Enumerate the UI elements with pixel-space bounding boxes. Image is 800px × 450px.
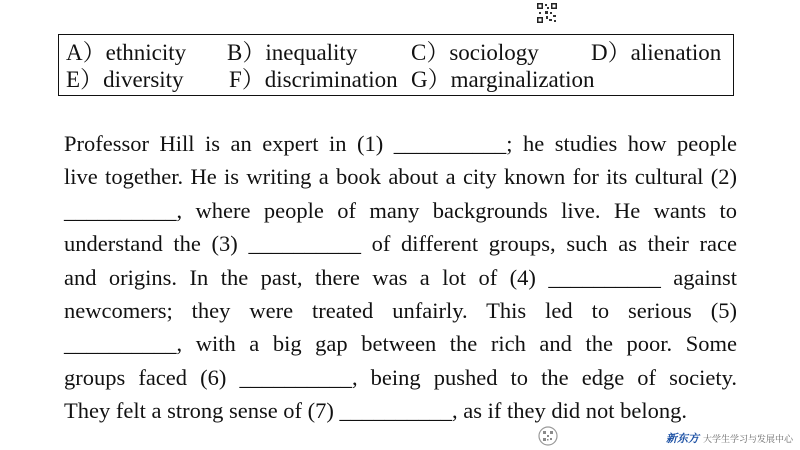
option-d	[591, 40, 721, 66]
option-letter: E）	[66, 67, 104, 92]
brand-text: 大学生学习与发展中心	[703, 434, 794, 445]
passage	[64, 127, 737, 428]
option-e	[66, 67, 184, 93]
option-letter: B）	[227, 40, 266, 65]
option-letter: C）	[411, 40, 450, 65]
option-word: alienation	[630, 40, 722, 65]
option-word: diversity	[103, 67, 184, 92]
option-letter: F）	[229, 67, 265, 92]
option-word: inequality	[265, 40, 358, 65]
passage-line: They felt a strong sense of (7) __________, as if they did not belong.	[64, 398, 688, 424]
passage-line: groups faced (6) __________, being pushed to the edge of society.	[64, 364, 737, 390]
option-a	[66, 40, 186, 66]
passage-line: Professor Hill is an expert in (1) __________; he studies how people	[64, 131, 737, 156]
wechat-qr-icon	[538, 426, 558, 446]
passage-line: __________, with a big gap between the rich and the poor. Some	[64, 331, 737, 357]
option-word: discrimination	[264, 67, 398, 92]
passage-line: __________, where people of many backgrounds live. He wants to	[64, 197, 737, 223]
option-g	[411, 67, 595, 93]
option-b	[227, 40, 357, 66]
passage-line: understand the (3) __________ of different groups, such as their race	[64, 231, 737, 257]
option-letter: D）	[591, 40, 631, 65]
brand-logo: 新东方	[666, 432, 699, 445]
option-word: marginalization	[450, 67, 595, 92]
option-f	[229, 67, 398, 93]
option-word: ethnicity	[105, 40, 187, 65]
option-c	[411, 40, 539, 66]
passage-line: newcomers; they were treated unfairly. This led to serious (5)	[64, 298, 737, 324]
word-bank	[58, 34, 734, 96]
option-letter: G）	[411, 67, 451, 92]
passage-line: live together. He is writing a book about a city known for its cultural (2)	[64, 164, 737, 190]
option-word: sociology	[449, 40, 539, 65]
qr-code-icon	[536, 2, 558, 24]
brand-footer	[666, 430, 793, 446]
option-letter: A）	[66, 40, 106, 65]
passage-line: and origins. In the past, there was a lot of (4) __________ against	[64, 264, 737, 290]
